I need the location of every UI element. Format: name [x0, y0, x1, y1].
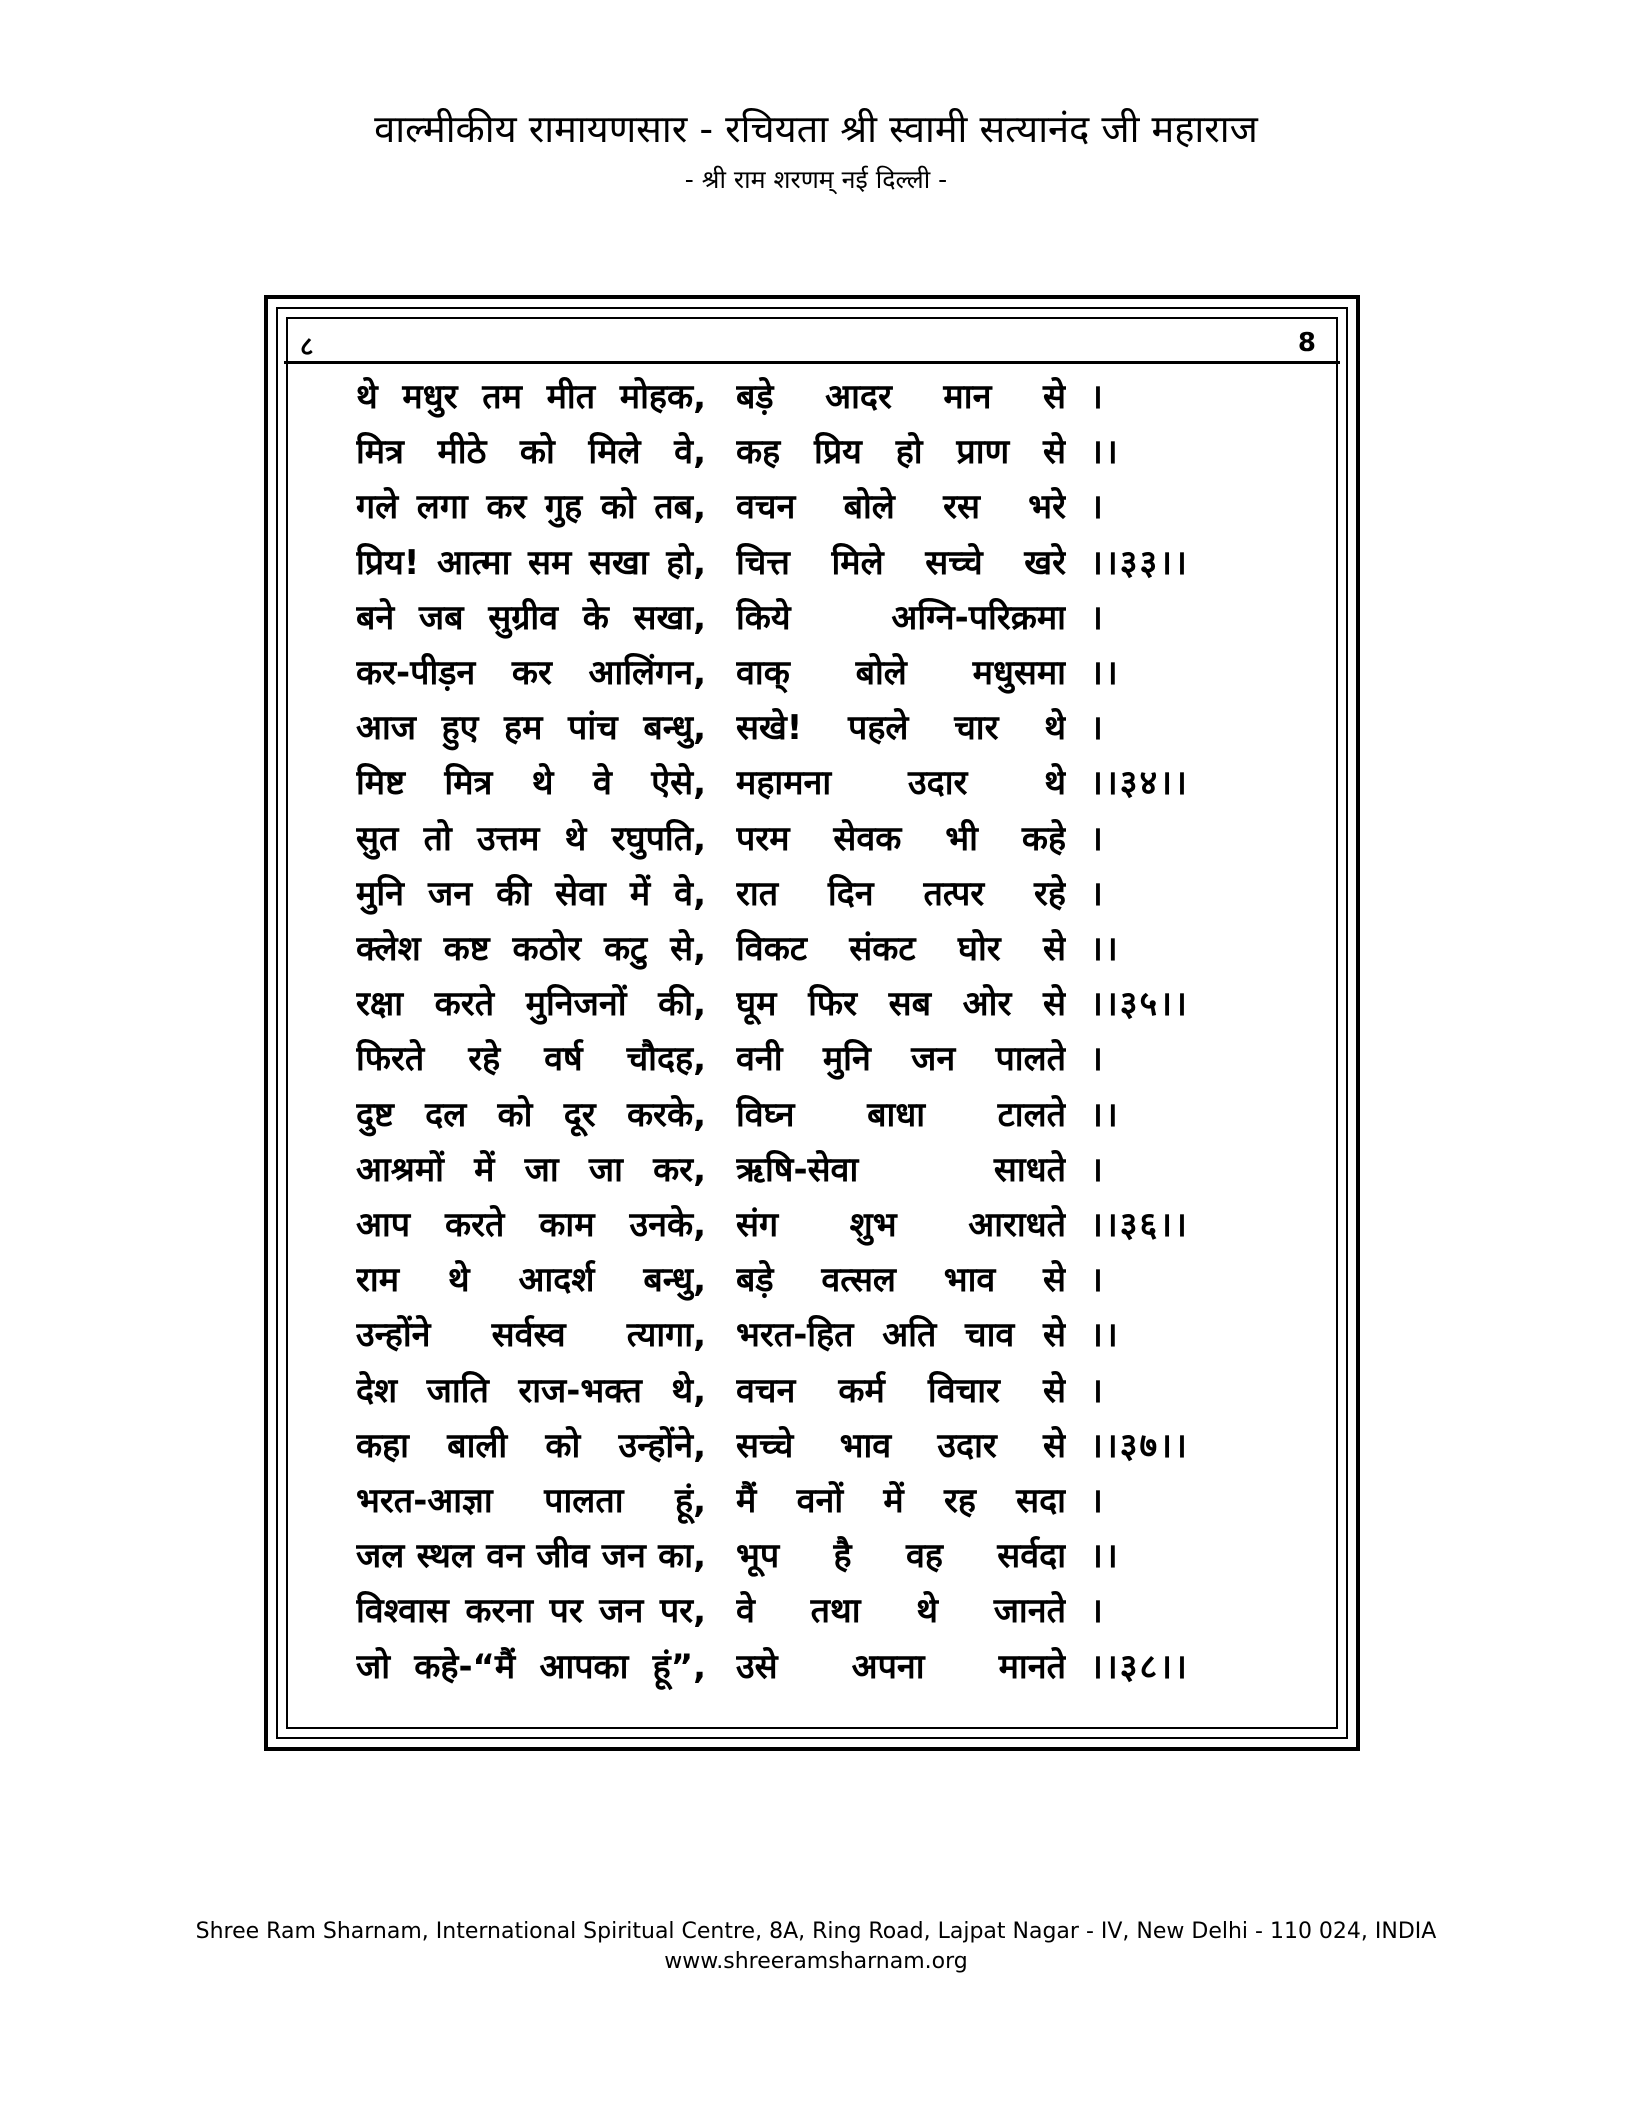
- verse-line: [0, 539, 1632, 587]
- verse-first-half: भरत-आज्ञा पालता हूं,: [356, 1481, 706, 1521]
- verse-second-half: वनी मुनि जन पालते: [736, 1039, 1066, 1080]
- verse-first-half: रक्षा करते मुनिजनों की,: [356, 984, 706, 1025]
- verse-end-mark: ।: [1090, 873, 1105, 914]
- verse-second-half: घूम फिर सब ओर से: [736, 984, 1066, 1025]
- verse-first-half: फिरते रहे वर्ष चौदह,: [356, 1039, 706, 1080]
- verse-end-mark: ।: [1090, 818, 1105, 859]
- verse-end-mark: ।: [1090, 377, 1105, 417]
- verse-second-half: भरत-हित अति चाव से: [736, 1315, 1066, 1356]
- verse-first-half: आश्रमों में जा जा कर,: [356, 1149, 706, 1190]
- verse-line: [0, 704, 1632, 752]
- verse-second-half: बड़े वत्सल भाव से: [736, 1260, 1066, 1301]
- verse-second-half: भूप है वह सर्वदा: [736, 1536, 1066, 1577]
- verse-first-half: जो कहे-“मैं आपका हूं”,: [356, 1646, 706, 1687]
- verse-first-half: कर-पीड़न कर आलिंगन,: [356, 653, 706, 693]
- page-header-rule: [284, 361, 1340, 364]
- verse-end-mark: ।: [1090, 1260, 1105, 1301]
- verse-end-mark: ।।: [1090, 1536, 1120, 1577]
- verse-second-half: वचन कर्म विचार से: [736, 1370, 1066, 1411]
- verse-first-half: उन्होंने सर्वस्व त्यागा,: [356, 1315, 706, 1356]
- verse-line: [0, 815, 1632, 863]
- verse-line: [0, 1367, 1632, 1415]
- verse-second-half: ऋषि-सेवा साधते: [736, 1149, 1066, 1190]
- verse-line: [0, 759, 1632, 807]
- verse-second-half: सखे! पहले चार थे: [736, 708, 1066, 749]
- verse-line: [0, 1477, 1632, 1525]
- footer-url: www.shreeramsharnam.org: [664, 1949, 968, 1974]
- verse-line: [0, 1146, 1632, 1194]
- verse-end-mark: ।।: [1090, 432, 1120, 473]
- verse-end-mark: ।: [1090, 1149, 1105, 1190]
- verse-line: [0, 1201, 1632, 1249]
- document-subtitle: - श्री राम शरणम् नई दिल्ली -: [684, 165, 948, 194]
- verse-second-half: उसे अपना मानते: [736, 1646, 1066, 1687]
- verse-line: [0, 1311, 1632, 1359]
- verse-end-mark: ।।: [1090, 929, 1120, 969]
- verse-first-half: राम थे आदर्श बन्धु,: [356, 1260, 706, 1301]
- verse-end-mark: ।।३८।।: [1090, 1646, 1189, 1687]
- verse-end-mark: ।: [1090, 1481, 1105, 1521]
- verse-first-half: विश्वास करना पर जन पर,: [356, 1591, 706, 1632]
- verse-line: [0, 373, 1632, 421]
- verse-line: [0, 1035, 1632, 1083]
- verse-end-mark: ।।३५।।: [1090, 984, 1189, 1025]
- verse-first-half: दुष्ट दल को दूर करके,: [356, 1094, 706, 1135]
- verse-second-half: चित्त मिले सच्चे खरे: [736, 542, 1066, 583]
- verse-first-half: देश जाति राज-भक्त थे,: [356, 1370, 706, 1411]
- verse-end-mark: ।: [1090, 487, 1105, 528]
- verse-end-mark: ।: [1090, 1370, 1105, 1411]
- verse-second-half: मैं वनों में रह सदा: [736, 1481, 1066, 1521]
- verse-second-half: सच्चे भाव उदार से: [736, 1425, 1066, 1466]
- verse-end-mark: ।।३७।।: [1090, 1425, 1189, 1466]
- verse-first-half: क्लेश कष्ट कठोर कटु से,: [356, 929, 706, 969]
- verse-first-half: आप करते काम उनके,: [356, 1205, 706, 1245]
- verse-line: [0, 1587, 1632, 1635]
- page-number-latin: 8: [1297, 328, 1316, 358]
- verse-second-half: बड़े आदर मान से: [736, 377, 1066, 417]
- verse-second-half: कह प्रिय हो प्राण से: [736, 432, 1066, 473]
- verse-line: [0, 925, 1632, 973]
- verse-second-half: महामना उदार थे: [736, 763, 1066, 804]
- verse-second-half: वे तथा थे जानते: [736, 1591, 1066, 1632]
- verse-second-half: वाक् बोले मधुसमा: [736, 653, 1066, 693]
- verse-first-half: जल स्थल वन जीव जन का,: [356, 1536, 706, 1577]
- verse-end-mark: ।: [1090, 1591, 1105, 1632]
- verse-end-mark: ।: [1090, 1039, 1105, 1080]
- page-number-devanagari: ८: [300, 332, 314, 362]
- verse-first-half: प्रिय! आत्मा सम सखा हो,: [356, 542, 706, 583]
- verse-first-half: आज हुए हम पांच बन्धु,: [356, 708, 706, 749]
- verse-line: [0, 428, 1632, 476]
- verse-line: [0, 483, 1632, 531]
- verse-line: [0, 1091, 1632, 1139]
- verse-first-half: सुत तो उत्तम थे रघुपति,: [356, 818, 706, 859]
- verse-second-half: वचन बोले रस भरे: [736, 487, 1066, 528]
- verse-first-half: बने जब सुग्रीव के सखा,: [356, 597, 706, 638]
- verse-end-mark: ।: [1090, 708, 1105, 749]
- verse-end-mark: ।।३३।।: [1090, 542, 1189, 583]
- verse-end-mark: ।।: [1090, 1315, 1120, 1356]
- verse-end-mark: ।।३४।।: [1090, 763, 1189, 804]
- verse-line: [0, 1532, 1632, 1580]
- verse-second-half: संग शुभ आराधते: [736, 1205, 1066, 1245]
- verse-line: [0, 649, 1632, 697]
- verse-end-mark: ।।: [1090, 1094, 1120, 1135]
- verse-line: [0, 870, 1632, 918]
- verse-second-half: किये अग्नि-परिक्रमा: [736, 597, 1066, 638]
- verse-first-half: कहा बाली को उन्होंने,: [356, 1425, 706, 1466]
- verse-line: [0, 1256, 1632, 1304]
- verse-first-half: मित्र मीठे को मिले वे,: [356, 432, 706, 473]
- verse-first-half: गले लगा कर गुह को तब,: [356, 487, 706, 528]
- verse-end-mark: ।: [1090, 597, 1105, 638]
- verse-second-half: विकट संकट घोर से: [736, 929, 1066, 969]
- verse-first-half: मिष्ट मित्र थे वे ऐसे,: [356, 763, 706, 804]
- verse-second-half: परम सेवक भी कहे: [736, 818, 1066, 859]
- verse-line: [0, 980, 1632, 1028]
- verse-first-half: थे मधुर तम मीत मोहक,: [356, 377, 706, 417]
- verse-second-half: विघ्न बाधा टालते: [736, 1094, 1066, 1135]
- verse-first-half: मुनि जन की सेवा में वे,: [356, 873, 706, 914]
- footer-address: Shree Ram Sharnam, International Spiritual Centre, 8A, Ring Road, Lajpat Nagar - IV, New Delhi - 110 024, INDIA: [195, 1919, 1437, 1944]
- verse-end-mark: ।।३६।।: [1090, 1205, 1189, 1245]
- verse-second-half: रात दिन तत्पर रहे: [736, 873, 1066, 914]
- verse-line: [0, 594, 1632, 642]
- document-title: वाल्मीकीय रामायणसार - रचियता श्री स्वामी सत्यानंद जी महाराज: [374, 107, 1258, 151]
- verse-end-mark: ।।: [1090, 653, 1120, 693]
- verse-line: [0, 1422, 1632, 1470]
- verse-line: [0, 1643, 1632, 1691]
